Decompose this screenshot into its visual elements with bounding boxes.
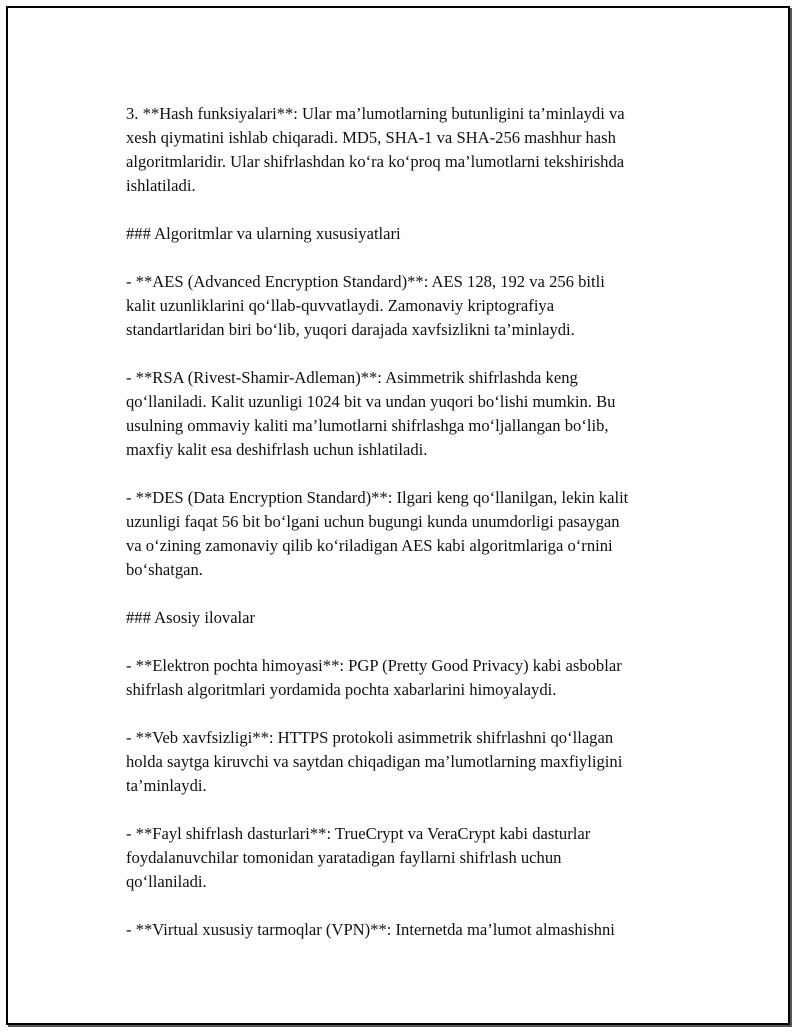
text-line: algoritmlaridir. Ular shifrlashdan ko‘ra ko‘proq ma’lumotlarni tekshirishda: [126, 152, 625, 171]
list-item-vpn: [126, 918, 686, 942]
text-line: xesh qiymatini ishlab chiqaradi. MD5, SHA-1 va SHA-256 mashhur hash: [126, 128, 616, 147]
text-line: qo‘llaniladi. Kalit uzunligi 1024 bit va undan yuqori bo‘lishi mumkin. Bu: [126, 392, 616, 411]
text-line: ishlatiladi.: [126, 176, 196, 195]
list-item-web-security: [126, 726, 686, 798]
text-line: - **Elektron pochta himoyasi**: PGP (Pretty Good Privacy) kabi asboblar: [126, 656, 622, 675]
heading-applications: [126, 606, 686, 630]
text-line: - **Fayl shifrlash dasturlari**: TrueCrypt va VeraCrypt kabi dasturlar: [126, 824, 591, 843]
text-line: holda saytga kiruvchi va saytdan chiqadigan ma’lumotlarning maxfiyligini: [126, 752, 623, 771]
text-line: 3. **Hash funksiyalari**: Ular ma’lumotlarning butunligini ta’minlaydi va: [126, 104, 625, 123]
text-line: - **DES (Data Encryption Standard)**: Ilgari keng qo‘llanilgan, lekin kalit: [126, 488, 629, 507]
text-line: foydalanuvchilar tomonidan yaratadigan fayllarni shifrlash uchun: [126, 848, 562, 867]
page-frame: [6, 6, 790, 1025]
text-line: - **RSA (Rivest-Shamir-Adleman)**: Asimmetrik shifrlashda keng: [126, 368, 578, 387]
list-item-file-encryption: [126, 822, 686, 894]
heading-algorithms: [126, 222, 686, 246]
list-item-des: [126, 486, 686, 582]
text-line: kalit uzunliklarini qo‘llab-quvvatlaydi. Zamonaviy kriptografiya: [126, 296, 555, 315]
list-item-aes: [126, 270, 686, 342]
text-line: usulning ommaviy kaliti ma’lumotlarni shifrlashga mo‘ljallangan bo‘lib,: [126, 416, 609, 435]
text-line: qo‘llaniladi.: [126, 872, 207, 891]
list-item-rsa: [126, 366, 686, 462]
text-line: standartlaridan biri bo‘lib, yuqori darajada xavfsizlikni ta’minlaydi.: [126, 320, 575, 339]
text-line: - **Virtual xususiy tarmoqlar (VPN)**: Internetda ma’lumot almashishni: [126, 920, 615, 939]
text-line: ### Asosiy ilovalar: [126, 608, 256, 627]
paragraph-hash-functions: [126, 102, 686, 198]
text-line: shifrlash algoritmlari yordamida pochta xabarlarini himoyalaydi.: [126, 680, 557, 699]
document-body: [126, 102, 686, 966]
text-line: ta’minlaydi.: [126, 776, 207, 795]
text-line: va o‘zining zamonaviy qilib ko‘riladigan AES kabi algoritmlariga o‘rnini: [126, 536, 613, 555]
text-line: uzunligi faqat 56 bit bo‘lgani uchun bugungi kunda unumdorligi pasaygan: [126, 512, 620, 531]
text-line: - **Veb xavfsizligi**: HTTPS protokoli asimmetrik shifrlashni qo‘llagan: [126, 728, 614, 747]
text-line: bo‘shatgan.: [126, 560, 203, 579]
text-line: ### Algoritmlar va ularning xususiyatlari: [126, 224, 401, 243]
text-line: maxfiy kalit esa deshifrlash uchun ishlatiladi.: [126, 440, 428, 459]
list-item-email-protection: [126, 654, 686, 702]
text-line: - **AES (Advanced Encryption Standard)**: AES 128, 192 va 256 bitli: [126, 272, 605, 291]
